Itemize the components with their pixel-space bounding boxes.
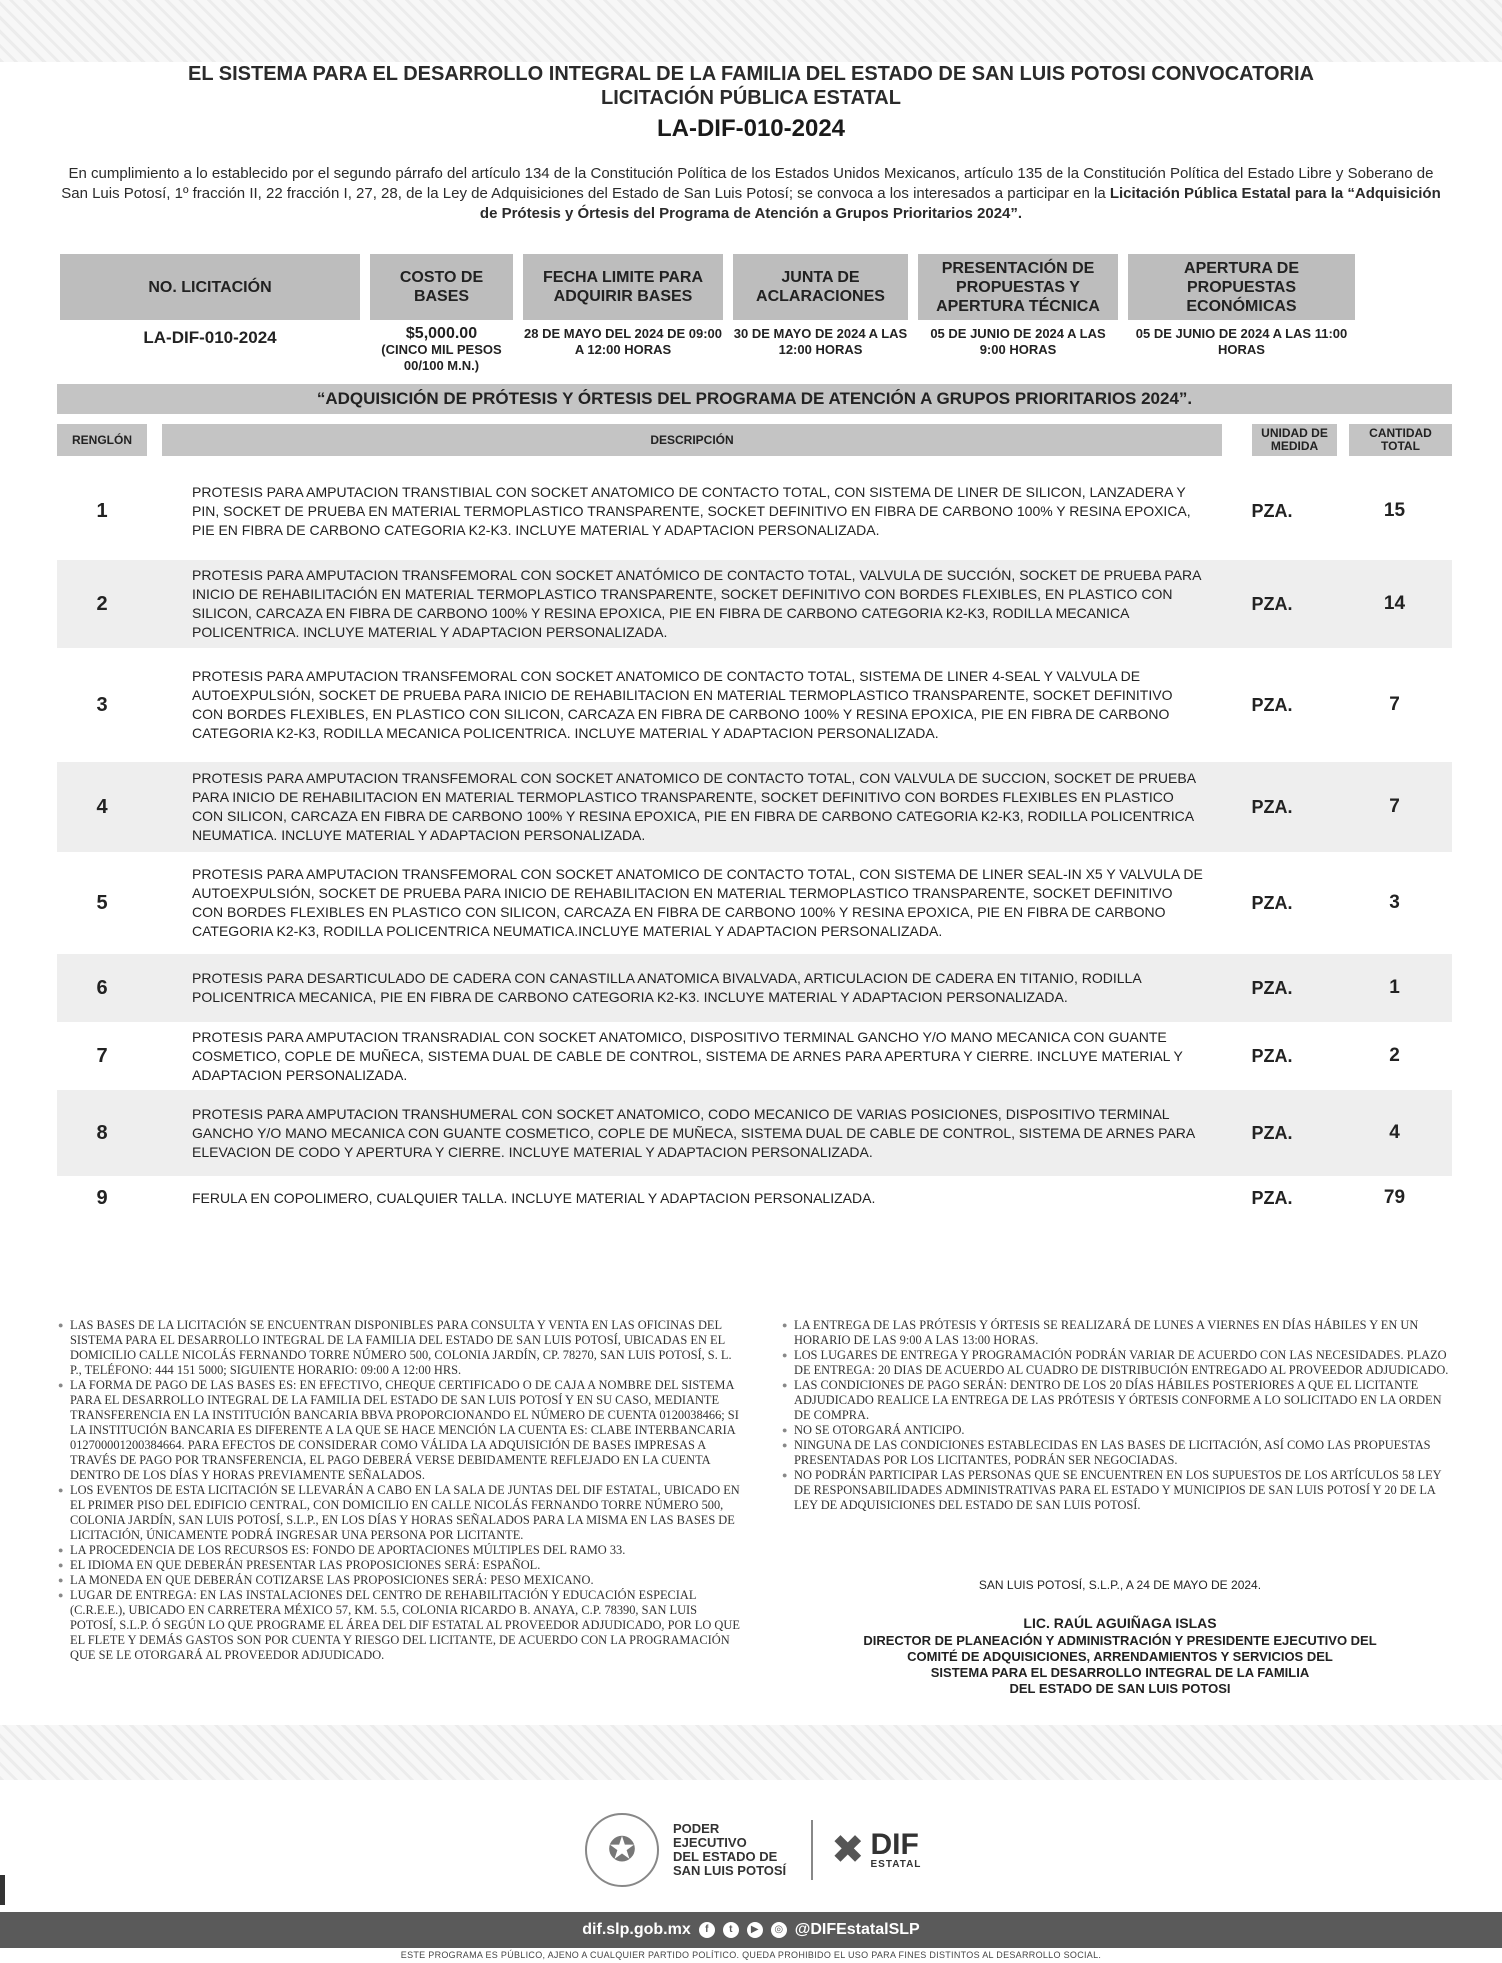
header-renglon: RENGLÓN [57, 424, 147, 456]
schedule-value-licitacion: LA-DIF-010-2024 [143, 328, 277, 347]
row-description: PROTESIS PARA AMPUTACION TRANSFEMORAL CON SOCKET ANATOMICO DE CONTACTO TOTAL, CON VALVULA DE SUCCION, SOCKET DE PRUEBA PARA INICIO DE REHABILITACION EN MATERIAL TERMOPLASTICO TRANSPARENTE, SOCKET DEFINITIVO CON BORDES FLEXIBLES EN PLASTICO CON SILICON, CARCAZA EN FIBRA DE CARBONO 100% Y RESINA EPOXICA, PIE EN FIBRA DE CARBONO CATEGORIA K2-K3, RODILLA POLICENTRICA NEUMATICA. INCLUYE MATERIAL Y ADAPTACION PERSONALIZADA. [192, 770, 1196, 843]
intro-bold-text: Licitación Pública Estatal para la “Adquisición de Prótesis y Órtesis del Programa de Atención a Grupos Prioritarios 2024”. [479, 185, 1441, 222]
row-unit: PZA. [1251, 977, 1293, 998]
row-quantity: 2 [1389, 1045, 1400, 1066]
row-description: FERULA EN COPOLIMERO, CUALQUIER TALLA. INCLUYE MATERIAL Y ADAPTACION PERSONALIZADA. [192, 1189, 876, 1206]
header-cantidad: CANTIDAD TOTAL [1349, 424, 1452, 456]
schedule-header-junta: JUNTA DE ACLARACIONES [733, 254, 908, 320]
row-number: 6 [96, 976, 108, 999]
notes-left-column [60, 1318, 740, 1663]
logo-divider [811, 1820, 813, 1880]
row-unit: PZA. [1251, 796, 1293, 817]
row-number: 9 [96, 1186, 108, 1209]
row-description: PROTESIS PARA DESARTICULADO DE CADERA CON CANASTILLA ANATOMICA BIVALVADA, ARTICULACION DE CADERA EN TITANIO, RODILLA POLICENTRICA MECANICA, PIE EN FIBRA DE CARBONO CATEGORIA K2-K3. INCLUYE MATERIAL Y ADAPTACION PERSONALIZADA. [192, 970, 1141, 1005]
row-number: 2 [96, 592, 108, 615]
intro-text: En cumplimiento a lo establecido por el segundo párrafo del artículo 134 de la Constitución Política de los Estados Unidos Mexicanos, artículo 135 de la Constitución Política del Estado Libre y Soberano de San Luis Potosí, 1º fracción II, 22 fracción I, 27, 28, de la Ley de Adquisiciones del Estado de San Luis Potosí; se convoca a los interesados a participar en la [61, 165, 1434, 202]
footer-web-bar [0, 1912, 1502, 1948]
gov-line: DEL ESTADO DE [673, 1849, 778, 1864]
signatory-title-line: DIRECTOR DE PLANEACIÓN Y ADMINISTRACIÓN Y PRESIDENTE EJECUTIVO DEL [863, 1633, 1377, 1648]
row-unit: PZA. [1251, 694, 1293, 715]
row-description: PROTESIS PARA AMPUTACION TRANSRADIAL CON SOCKET ANATOMICO, DISPOSITIVO TERMINAL GANCHO Y/O MANO MECANICA CON GUANTE COSMETICO, COPLE DE MUÑECA, SISTEMA DUAL DE CABLE DE CONTROL, SISTEMA DE ARNES PARA APERTURA Y CIERRE. INCLUYE MATERIAL Y ADAPTACION PERSONALIZADA. [192, 1028, 1183, 1083]
list-item: ● LOS LUGARES DE ENTREGA Y PROGRAMACIÓN PODRÁN VARIAR DE ACUERDO CON LAS NECESIDADES. PLAZO DE ENTREGA: 20 DIAS DE ACUERDO AL CUADRO DE DISTRIBUCIÓN ENTREGADO AL PROVEEDOR ADJUDICADO. [784, 1348, 1459, 1378]
intro-paragraph [55, 164, 1447, 224]
table-row [57, 954, 1452, 1022]
row-quantity: 7 [1389, 796, 1400, 817]
row-description: PROTESIS PARA AMPUTACION TRANSFEMORAL CON SOCKET ANATOMICO DE CONTACTO TOTAL, CON SISTEMA DE LINER SEAL-IN X5 Y VALVULA DE AUTOEXPULSIÓN, SOCKET DE PRUEBA PARA INICIO DE REHABILITACION EN MATERIAL TERMOPLASTICO TRANSPARENTE, SOCKET DEFINITIVO CON BORDES FLEXIBLES EN PLASTICO CON SILICON, CARCAZA EN FIBRA DE CARBONO 100% Y RESINA EPOXICA, PIE EN FIBRA DE CARBONO CATEGORIA K2-K3, RODILLA POLICENTRICA NEUMATICA.INCLUYE MATERIAL Y ADAPTACION PERSONALIZADA. [192, 866, 1203, 939]
list-item: ● LA ENTREGA DE LAS PRÓTESIS Y ÓRTESIS SE REALIZARÁ DE LUNES A VIERNES EN DÍAS HÁBILES Y EN UN HORARIO DE LAS 9:00 A LAS 13:00 HORAS. [784, 1318, 1459, 1348]
schedule-header-fecha-limite: FECHA LIMITE PARA ADQUIRIR BASES [523, 254, 723, 320]
signature-place-date: SAN LUIS POTOSÍ, S.L.P., A 24 DE MAYO DE 2024. [978, 1578, 1262, 1592]
website-link[interactable]: dif.slp.gob.mx [582, 1921, 691, 1938]
row-quantity: 4 [1389, 1122, 1400, 1143]
schedule-values-row [60, 326, 1455, 374]
document-header [40, 62, 1462, 146]
signatory-title-line: SISTEMA PARA EL DESARROLLO INTEGRAL DE LA FAMILIA [930, 1665, 1310, 1680]
tender-code: LA-DIF-010-2024 [656, 115, 846, 142]
row-quantity: 14 [1383, 593, 1406, 614]
row-unit: PZA. [1251, 1122, 1293, 1143]
table-row [57, 852, 1452, 954]
signatory-title [780, 1633, 1460, 1697]
schedule-value-fecha-limite: 28 DE MAYO DEL 2024 DE 09:00 A 12:00 HORAS [524, 326, 722, 357]
schedule-header-presentacion: PRESENTACIÓN DE PROPUESTAS Y APERTURA TÉCNICA [918, 254, 1118, 320]
list-item: ● NINGUNA DE LAS CONDICIONES ESTABLECIDAS EN LAS BASES DE LICITACIÓN, ASÍ COMO LAS PROPUESTAS PRESENTADAS POR LOS LICITANTES, PODRÁN SER NEGOCIADAS. [784, 1438, 1459, 1468]
schedule-header-apertura: APERTURA DE PROPUESTAS ECONÓMICAS [1128, 254, 1355, 320]
row-description: PROTESIS PARA AMPUTACION TRANSTIBIAL CON SOCKET ANATOMICO DE CONTACTO TOTAL, CON SISTEMA DE LINER DE SILICON, LANZADERA Y PIN, SOCKET DE PRUEBA EN MATERIAL TERMOPLASTICO TRANSPARENTE, SOCKET DEFINITIVO EN FIBRA DE CARBONO 100% Y RESINA EPOXICA, PIE EN FIBRA DE CARBONO CATEGORIA K2-K3. INCLUYE MATERIAL Y ADAPTACION PERSONALIZADA. [192, 483, 1191, 538]
row-unit: PZA. [1251, 500, 1293, 521]
table-row [57, 560, 1452, 648]
schedule-value-apertura: 05 DE JUNIO DE 2024 A LAS 11:00 HORAS [1135, 326, 1348, 357]
facebook-icon[interactable]: f [699, 1922, 715, 1938]
schedule-value-junta: 30 DE MAYO DE 2024 A LAS 12:00 HORAS [733, 326, 908, 357]
social-handle[interactable]: @DIFEstatalSLP [794, 1921, 920, 1938]
state-seal-icon: ✪ [585, 1813, 659, 1887]
schedule-header-row [60, 254, 1455, 320]
schedule-value-costo [370, 326, 513, 374]
list-item: ● LA PROCEDENCIA DE LOS RECURSOS ES: FONDO DE APORTACIONES MÚLTIPLES DEL RAMO 33. [60, 1543, 740, 1558]
schedule-table [60, 254, 1455, 374]
row-unit: PZA. [1251, 1045, 1293, 1066]
dif-subtitle: ESTATAL [870, 1858, 922, 1870]
dif-logo-text [870, 1827, 922, 1870]
schedule-header-licitacion: NO. LICITACIÓN [60, 254, 360, 320]
row-number: 1 [96, 499, 108, 522]
list-item: ● NO PODRÁN PARTICIPAR LAS PERSONAS QUE SE ENCUENTREN EN LOS SUPUESTOS DE LOS ARTÍCULOS 58 LEY DE RESPONSABILIDADES ADMINISTRATIVAS PARA EL ESTADO Y MUNICIPIOS DE SAN LUIS POTOSÍ Y 20 DE LA LEY DE ADQUISICIONES DEL ESTADO DE SAN LUIS POTOSÍ. [784, 1468, 1459, 1513]
row-number: 7 [96, 1044, 108, 1067]
row-unit: PZA. [1251, 593, 1293, 614]
row-number: 3 [96, 693, 108, 716]
row-number: 4 [96, 795, 108, 818]
list-item: ● LA FORMA DE PAGO DE LAS BASES ES: EN EFECTIVO, CHEQUE CERTIFICADO O DE CAJA A NOMBRE DEL SISTEMA PARA EL DESARROLLO INTEGRAL DE LA FAMILIA DEL ESTADO DE SAN LUIS POTOSÍ Y EN SU CASO, MEDIANTE TRANSFERENCIA EN LA INSTITUCIÓN BANCARIA BBVA PROPORCIONANDO EL NÚMERO DE CUENTA 0120038466; SI LA INSTITUCIÓN BANCARIA ES DIFERENTE A LA QUE SE HACE MENCIÓN LA CUENTA ES: CLABE INTERBANCARIA 012700001200384664. PARA EFECTOS DE CONSIDERAR COMO VÁLIDA LA ADQUISICIÓN DE BASES IMPRESAS A TRAVÉS DE PAGO POR TRANSFERENCIA, EL PAGO DEBERÁ VERSE DEBIDAMENTE REFLEJADO EN LA CUENTA DENTRO DE LOS DÍAS Y HORAS PREVIAMENTE SEÑALADOS. [60, 1378, 740, 1483]
footer-logos [585, 1805, 945, 1895]
dif-logo [831, 1827, 922, 1872]
signatory-title-line: DEL ESTADO DE SAN LUIS POTOSI [1009, 1681, 1231, 1696]
top-pattern-band [0, 0, 1502, 62]
notes-right-column [784, 1318, 1459, 1513]
table-row [57, 1176, 1452, 1220]
items-table-header [57, 424, 1452, 456]
gov-line: SAN LUIS POTOSÍ [673, 1863, 787, 1878]
twitter-icon[interactable]: t [723, 1922, 739, 1938]
row-quantity: 79 [1383, 1187, 1406, 1208]
header-unidad: UNIDAD DE MEDIDA [1252, 424, 1337, 456]
header-subtitle: LICITACIÓN PÚBLICA ESTATAL [601, 87, 901, 109]
cost-in-words: (CINCO MIL PESOS 00/100 M.N.) [381, 342, 502, 373]
dif-name: DIF [870, 1827, 919, 1861]
items-table-title: “ADQUISICIÓN DE PRÓTESIS Y ÓRTESIS DEL PROGRAMA DE ATENCIÓN A GRUPOS PRIORITARIOS 2024”. [57, 384, 1452, 414]
list-item: ● LAS CONDICIONES DE PAGO SERÁN: DENTRO DE LOS 20 DÍAS HÁBILES POSTERIORES A QUE EL LICITANTE ADJUDICADO REALICE LA ENTREGA DE LAS PRÓTESIS Y ÓRTESIS CONFORME A LO SOLICITADO EN LA ORDEN DE COMPRA. [784, 1378, 1459, 1423]
row-unit: PZA. [1251, 892, 1293, 913]
row-quantity: 15 [1383, 500, 1406, 521]
items-table-body [57, 462, 1452, 1220]
list-item: ● EL IDIOMA EN QUE DEBERÁN PRESENTAR LAS PROPOSICIONES SERÁ: ESPAÑOL. [60, 1558, 740, 1573]
table-row [57, 1022, 1452, 1090]
header-title: EL SISTEMA PARA EL DESARROLLO INTEGRAL DE LA FAMILIA DEL ESTADO DE SAN LUIS POTOSI CONVOCATORIA [187, 63, 1314, 85]
row-quantity: 7 [1389, 694, 1400, 715]
row-quantity: 1 [1389, 977, 1400, 998]
header-descripcion: DESCRIPCIÓN [162, 424, 1222, 456]
row-description: PROTESIS PARA AMPUTACION TRANSHUMERAL CON SOCKET ANATOMICO, CODO MECANICO DE VARIAS POSICIONES, DISPOSITIVO TERMINAL GANCHO Y/O MANO MECANICA CON GUANTE COSMETICO, COPLE DE MUÑECA, SISTEMA DUAL DE CABLE DE CONTROL, SISTEMA DE ARNES PARA ELEVACION DE CODO Y APERTURA Y CIERRE. INCLUYE MATERIAL Y ADAPTACION PERSONALIZADA. [192, 1105, 1195, 1160]
list-item: ● NO SE OTORGARÁ ANTICIPO. [784, 1423, 1459, 1438]
gov-line: PODER EJECUTIVO [673, 1821, 747, 1850]
signatory-title-line: COMITÉ DE ADQUISICIONES, ARRENDAMIENTOS Y SERVICIOS DEL [907, 1649, 1333, 1664]
page-edge-mark [0, 1875, 5, 1905]
bottom-pattern-band [0, 1725, 1502, 1780]
cost-amount: $5,000.00 [405, 325, 478, 342]
row-number: 8 [96, 1121, 108, 1144]
footer-disclaimer: ESTE PROGRAMA ES PÚBLICO, AJENO A CUALQUIER PARTIDO POLÍTICO. QUEDA PROHIBIDO EL USO PARA FINES DISTINTOS AL DESARROLLO SOCIAL. [400, 1950, 1102, 1960]
row-description: PROTESIS PARA AMPUTACION TRANSFEMORAL CON SOCKET ANATOMICO DE CONTACTO TOTAL, SISTEMA DE LINER 4-SEAL Y VALVULA DE AUTOEXPULSIÓN, SOCKET DE PRUEBA PARA INICIO DE REHABILITACION EN MATERIAL TERMOPLASTICO TRANSPARENTE, SOCKET DEFINITIVO CON BORDES FLEXIBLES, EN PLASTICO CON SILICON, CARCAZA EN FIBRA DE CARBONO 100% Y RESINA EPOXICA, PIE EN FIBRA DE CARBONO CATEGORIA K2-K3, RODILLA MECANICA POLICENTRICA. INCLUYE MATERIAL Y ADAPTACION PERSONALIZADA. [192, 668, 1173, 741]
list-item: ● LA MONEDA EN QUE DEBERÁN COTIZARSE LAS PROPOSICIONES SERÁ: PESO MEXICANO. [60, 1573, 740, 1588]
table-row [57, 1090, 1452, 1176]
row-number: 5 [96, 891, 108, 914]
dif-mark-icon: ✖ [831, 1828, 865, 1872]
table-row [57, 462, 1452, 560]
list-item: ● LAS BASES DE LA LICITACIÓN SE ENCUENTRAN DISPONIBLES PARA CONSULTA Y VENTA EN LAS OFICINAS DEL SISTEMA PARA EL DESARROLLO INTEGRAL DE LA FAMILIA DEL ESTADO DE SAN LUIS POTOSÍ, UBICADAS EN EL DOMICILIO CALLE NICOLÁS FERNANDO TORRE NÚMERO 500, COLONIA JARDÍN, CP. 78270, SAN LUIS POTOSÍ, S. L. P., TELÉFONO: 444 151 5000; SIGUIENTE HORARIO: 09:00 A 12:00 HRS. [60, 1318, 740, 1378]
instagram-icon[interactable]: ◎ [771, 1922, 787, 1938]
youtube-icon[interactable]: ▶ [747, 1922, 763, 1938]
row-description: PROTESIS PARA AMPUTACION TRANSFEMORAL CON SOCKET ANATÓMICO DE CONTACTO TOTAL, VALVULA DE SUCCIÓN, SOCKET DE PRUEBA PARA INICIO DE REHABILITACIÓN EN MATERIAL TERMOPLASTICO TRANSPARENTE, SOCKET DEFINITIVO CON BORDES FLEXIBLES, EN PLASTICO CON SILICON, CARCAZA EN FIBRA DE CARBONO 100% Y RESINA EPOXICA, PIE EN FIBRA DE CARBONO CATEGORIA K2-K3, RODILLA MECANICA POLICENTRICA. INCLUYE MATERIAL Y ADAPTACION PERSONALIZADA. [192, 567, 1201, 640]
list-item: ● LUGAR DE ENTREGA: EN LAS INSTALACIONES DEL CENTRO DE REHABILITACIÓN Y EDUCACIÓN ESPECIAL (C.R.E.E.), UBICADO EN CARRETERA MÉXICO 57, KM. 5.5, COLONIA RICARDO B. ANAYA, C.P. 78390, SAN LUIS POTOSÍ, S.L.P. Ó SEGÚN LO QUE PROGRAME EL ÁREA DEL DIF ESTATAL AL PROVEEDOR ADJUDICADO, POR LO QUE EL FLETE Y DEMÁS GASTOS SON POR CUENTA Y RIESGO DEL LICITANTE, DE ACUERDO CON LA PROGRAMACIÓN QUE SE LE OTORGARÁ AL PROVEEDOR ADJUDICADO. [60, 1588, 740, 1663]
row-unit: PZA. [1251, 1187, 1293, 1208]
row-quantity: 3 [1389, 892, 1400, 913]
table-row [57, 762, 1452, 852]
signatory-name: LIC. RAÚL AGUIÑAGA ISLAS [1023, 1615, 1217, 1631]
state-government-label [673, 1822, 793, 1878]
list-item: ● LOS EVENTOS DE ESTA LICITACIÓN SE LLEVARÁN A CABO EN LA SALA DE JUNTAS DEL DIF ESTATAL, UBICADO EN EL PRIMER PISO DEL EDIFICIO CENTRAL, CON DOMICILIO EN CALLE NICOLÁS FERNANDO TORRE NÚMERO 500, COLONIA JARDÍN, SAN LUIS POTOSÍ, S.L.P., EN LOS DÍAS Y HORAS SEÑALADOS PARA LA MISMA EN LAS BASES DE LICITACIÓN, ÚNICAMENTE PODRÁ INGRESAR UNA PERSONA POR LICITANTE. [60, 1483, 740, 1543]
schedule-value-presentacion: 05 DE JUNIO DE 2024 A LAS 9:00 HORAS [930, 326, 1106, 357]
table-row [57, 648, 1452, 762]
schedule-header-costo: COSTO DE BASES [370, 254, 513, 320]
